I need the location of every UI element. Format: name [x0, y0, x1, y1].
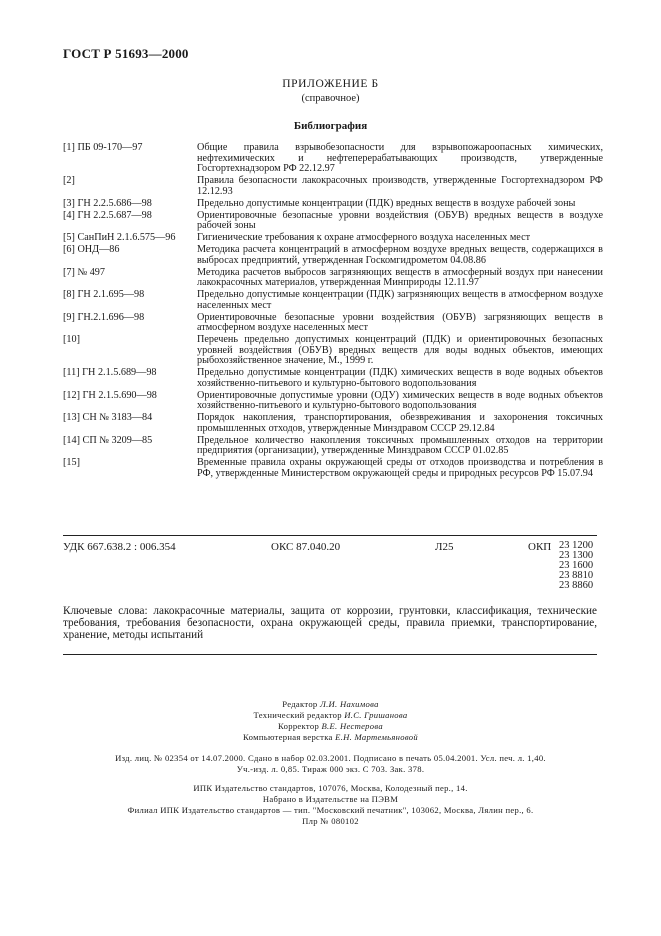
bibliography-item — [63, 290, 603, 311]
credit-name: В.Е. Нестерова — [321, 721, 383, 731]
bibliography-ref — [63, 391, 197, 412]
bibliography-code: № 497 — [77, 266, 105, 278]
top-divider — [63, 535, 597, 536]
bibliography-item — [63, 391, 603, 412]
bibliography-number: [7] — [63, 266, 75, 278]
bibliography-ref — [63, 143, 197, 175]
bibliography-number: [3] — [63, 197, 75, 209]
appendix-note: (справочное) — [301, 93, 360, 104]
bibliography-code: ГН 2.1.5.689—98 — [82, 367, 157, 378]
bibliography-text: Предельное количество накопления токсичных промышленных отходов на территории предприятия (организации), утвержденные Минздравом СССР 01.02.85 — [197, 434, 603, 456]
bibliography-text: Общие правила взрывобезопасности для взрывопожароопасных химических, нефтехимических и нефтеперерабатывающих производств, утвержденные Госгортехнадзором РФ 22.12.97 — [197, 142, 603, 174]
bibliography-ref — [63, 199, 197, 210]
bibliography-ref — [63, 233, 197, 244]
bibliography-number: [4] — [63, 209, 75, 221]
okp-code: 23 8810 — [559, 570, 594, 581]
credit-name: Е.Н. Мартемьяновой — [335, 732, 418, 742]
udk-code: УДК 667.638.2 : 006.354 — [63, 541, 176, 553]
bibliography-ref — [63, 268, 197, 289]
bibliography-item — [63, 199, 603, 210]
bibliography-number: [2] — [63, 175, 75, 186]
credit-line — [0, 710, 661, 721]
publisher-line: Плр № 080102 — [302, 816, 359, 826]
bibliography-code: ГН 2.1.695—98 — [77, 289, 145, 300]
appendix-title: ПРИЛОЖЕНИЕ Б — [282, 78, 379, 90]
bibliography-code: ГН 2.2.5.687—98 — [77, 209, 152, 221]
bibliography-text: Ориентировочные безопасные уровни воздействия (ОБУВ) загрязняющих веществ в атмосферном воздухе населенных мест — [197, 311, 603, 333]
credit-line — [0, 699, 661, 710]
bibliography-ref — [63, 335, 197, 367]
bibliography-item — [63, 458, 603, 479]
bibliography-code: СН № 3183—84 — [82, 412, 153, 423]
bibliography-number: [8] — [63, 289, 75, 300]
bibliography-code: ГН 2.1.5.690—98 — [82, 389, 157, 401]
bibliography-number: [14] — [63, 434, 80, 446]
bibliography-text: Гигиенические требования к охране атмосферного воздуха населенных мест — [197, 232, 531, 243]
bibliography-text: Методика расчетов выбросов загрязняющих веществ в атмосферный воздух при нанесении лакокрасочных материалов, утвержденная Минприроды 12.11.97 — [197, 266, 603, 288]
bibliography-text: Правила безопасности лакокрасочных производств, утвержденные Госгортехнадзором РФ 12.12.93 — [197, 175, 603, 197]
bibliography-code: СП № 3209—85 — [82, 434, 153, 446]
group-code: Л25 — [435, 541, 454, 553]
bibliography-ref — [63, 436, 197, 457]
bibliography-item — [63, 233, 603, 244]
bibliography-number: [5] — [63, 232, 75, 243]
print-info-line: Уч.-изд. л. 0,85. Тираж 000 экз. С 703. Зак. 378. — [236, 764, 425, 774]
bibliography-item — [63, 143, 603, 175]
standard-number: ГОСТ Р 51693—2000 — [63, 46, 189, 61]
bibliography-item — [63, 211, 603, 232]
bibliography-ref — [63, 211, 197, 232]
bibliography-number: [11] — [63, 367, 80, 378]
print-info-block — [0, 753, 661, 775]
bibliography-ref — [63, 245, 197, 266]
bibliography-item — [63, 268, 603, 289]
bibliography-number: [15] — [63, 457, 80, 468]
bibliography-text: Ориентировочные допустимые уровни (ОДУ) химических веществ в воде водных объектов хозяйственно-питьевого и культурно-бытового водопользования — [197, 389, 603, 411]
bibliography-code: ПБ 09-170—97 — [77, 142, 143, 153]
bibliography-code: ОНД—86 — [77, 244, 120, 255]
bibliography-item — [63, 245, 603, 266]
bibliography-text: Перечень предельно допустимых концентраций (ПДК) и ориентировочных безопасных уровней воздействия (ОБУВ) вредных веществ для воды водных объектов, имеющих рыбохозяйственное значение, М., 1999 г. — [197, 334, 603, 366]
credit-name: Л.И. Нахимова — [319, 699, 379, 709]
oks-code: ОКС 87.040.20 — [271, 541, 341, 553]
bibliography-item — [63, 368, 603, 389]
credit-name: И.С. Гришанова — [344, 710, 408, 720]
okp-code: 23 8860 — [559, 580, 594, 591]
bibliography-ref — [63, 176, 197, 197]
bottom-divider — [63, 654, 597, 655]
credit-line — [0, 721, 661, 732]
okp-codes — [559, 541, 593, 591]
bibliography-number: [12] — [63, 389, 80, 401]
credit-role: Технический редактор — [253, 710, 342, 720]
bibliography-ref — [63, 413, 197, 434]
bibliography-code: СанПиН 2.1.6.575—96 — [77, 232, 176, 243]
bibliography-ref — [63, 290, 197, 311]
okp-label: ОКП — [528, 541, 552, 553]
bibliography-text: Предельно допустимые концентрации (ПДК) химических веществ в воде водных объектов хозяйственно-питьевого и культурно-бытового водопользования — [197, 367, 603, 389]
credit-role: Компьютерная верстка — [243, 732, 333, 742]
bibliography-text: Предельно допустимые концентрации (ПДК) загрязняющих веществ в атмосферном воздухе населенных мест — [197, 289, 603, 311]
bibliography-item — [63, 313, 603, 334]
bibliography-ref — [63, 368, 197, 389]
bibliography-text: Методика расчета концентраций в атмосферном воздухе вредных веществ, содержащихся в выбросах предприятий, утвержденная Госкомгидрометом 04.08.86 — [197, 244, 603, 266]
bibliography-list — [63, 143, 603, 481]
credit-role: Корректор — [278, 721, 320, 731]
okp-code: 23 1300 — [559, 550, 594, 561]
print-info-line: Изд. лиц. № 02354 от 14.07.2000. Сдано в набор 02.03.2001. Подписано в печать 05.04.2001. Усл. печ. л. 1,40. — [115, 753, 546, 763]
bibliography-number: [9] — [63, 311, 75, 323]
bibliography-title: Библиография — [293, 120, 368, 132]
bibliography-ref — [63, 313, 197, 334]
credit-line — [0, 732, 661, 743]
bibliography-code: ГН 2.2.5.686—98 — [77, 197, 152, 209]
bibliography-number: [1] — [63, 142, 75, 153]
bibliography-text: Предельно допустимые концентрации (ПДК) вредных веществ в воздухе рабочей зоны — [197, 197, 576, 209]
bibliography-text: Порядок накопления, транспортирования, обезвреживания и захоронения токсичных промышленных отходов, утвержденные Минздравом СССР 29.12.84 — [197, 412, 603, 434]
keywords: Ключевые слова: лакокрасочные материалы, защита от коррозии, грунтовки, классификация, технические требования, требования безопасности, охрана окружающей среды, правила приемки, транспортирование, хранение, методы испытаний — [63, 605, 597, 641]
bibliography-item — [63, 436, 603, 457]
bibliography-item — [63, 413, 603, 434]
bibliography-ref — [63, 458, 197, 479]
bibliography-code: ГН.2.1.696—98 — [77, 311, 145, 323]
credits-block — [0, 699, 661, 743]
bibliography-text: Временные правила охраны окружающей среды от отходов производства и потребления в РФ, утвержденные Министерством окружающей среды и природных ресурсов РФ 15.07.94 — [197, 457, 603, 479]
publisher-line: Филиал ИПК Издательство стандартов — тип. "Московский печатник", 103062, Москва, Лялин пер., 6. — [127, 805, 534, 815]
classification-block — [63, 541, 597, 599]
publisher-line: Набрано в Издательстве на ПЭВМ — [262, 794, 399, 804]
publisher-line: ИПК Издательство стандартов, 107076, Москва, Колодезный пер., 14. — [193, 783, 468, 793]
bibliography-number: [13] — [63, 412, 80, 423]
okp-code: 23 1200 — [559, 540, 594, 551]
bibliography-number: [6] — [63, 244, 75, 255]
okp-code: 23 1600 — [559, 560, 594, 571]
bibliography-item — [63, 176, 603, 197]
bibliography-item — [63, 335, 603, 367]
bibliography-number: [10] — [63, 334, 80, 345]
bibliography-text: Ориентировочные безопасные уровни воздействия (ОБУВ) вредных веществ в воздухе рабочей зоны — [197, 209, 603, 231]
publisher-block — [0, 783, 661, 827]
credit-role: Редактор — [282, 699, 318, 709]
